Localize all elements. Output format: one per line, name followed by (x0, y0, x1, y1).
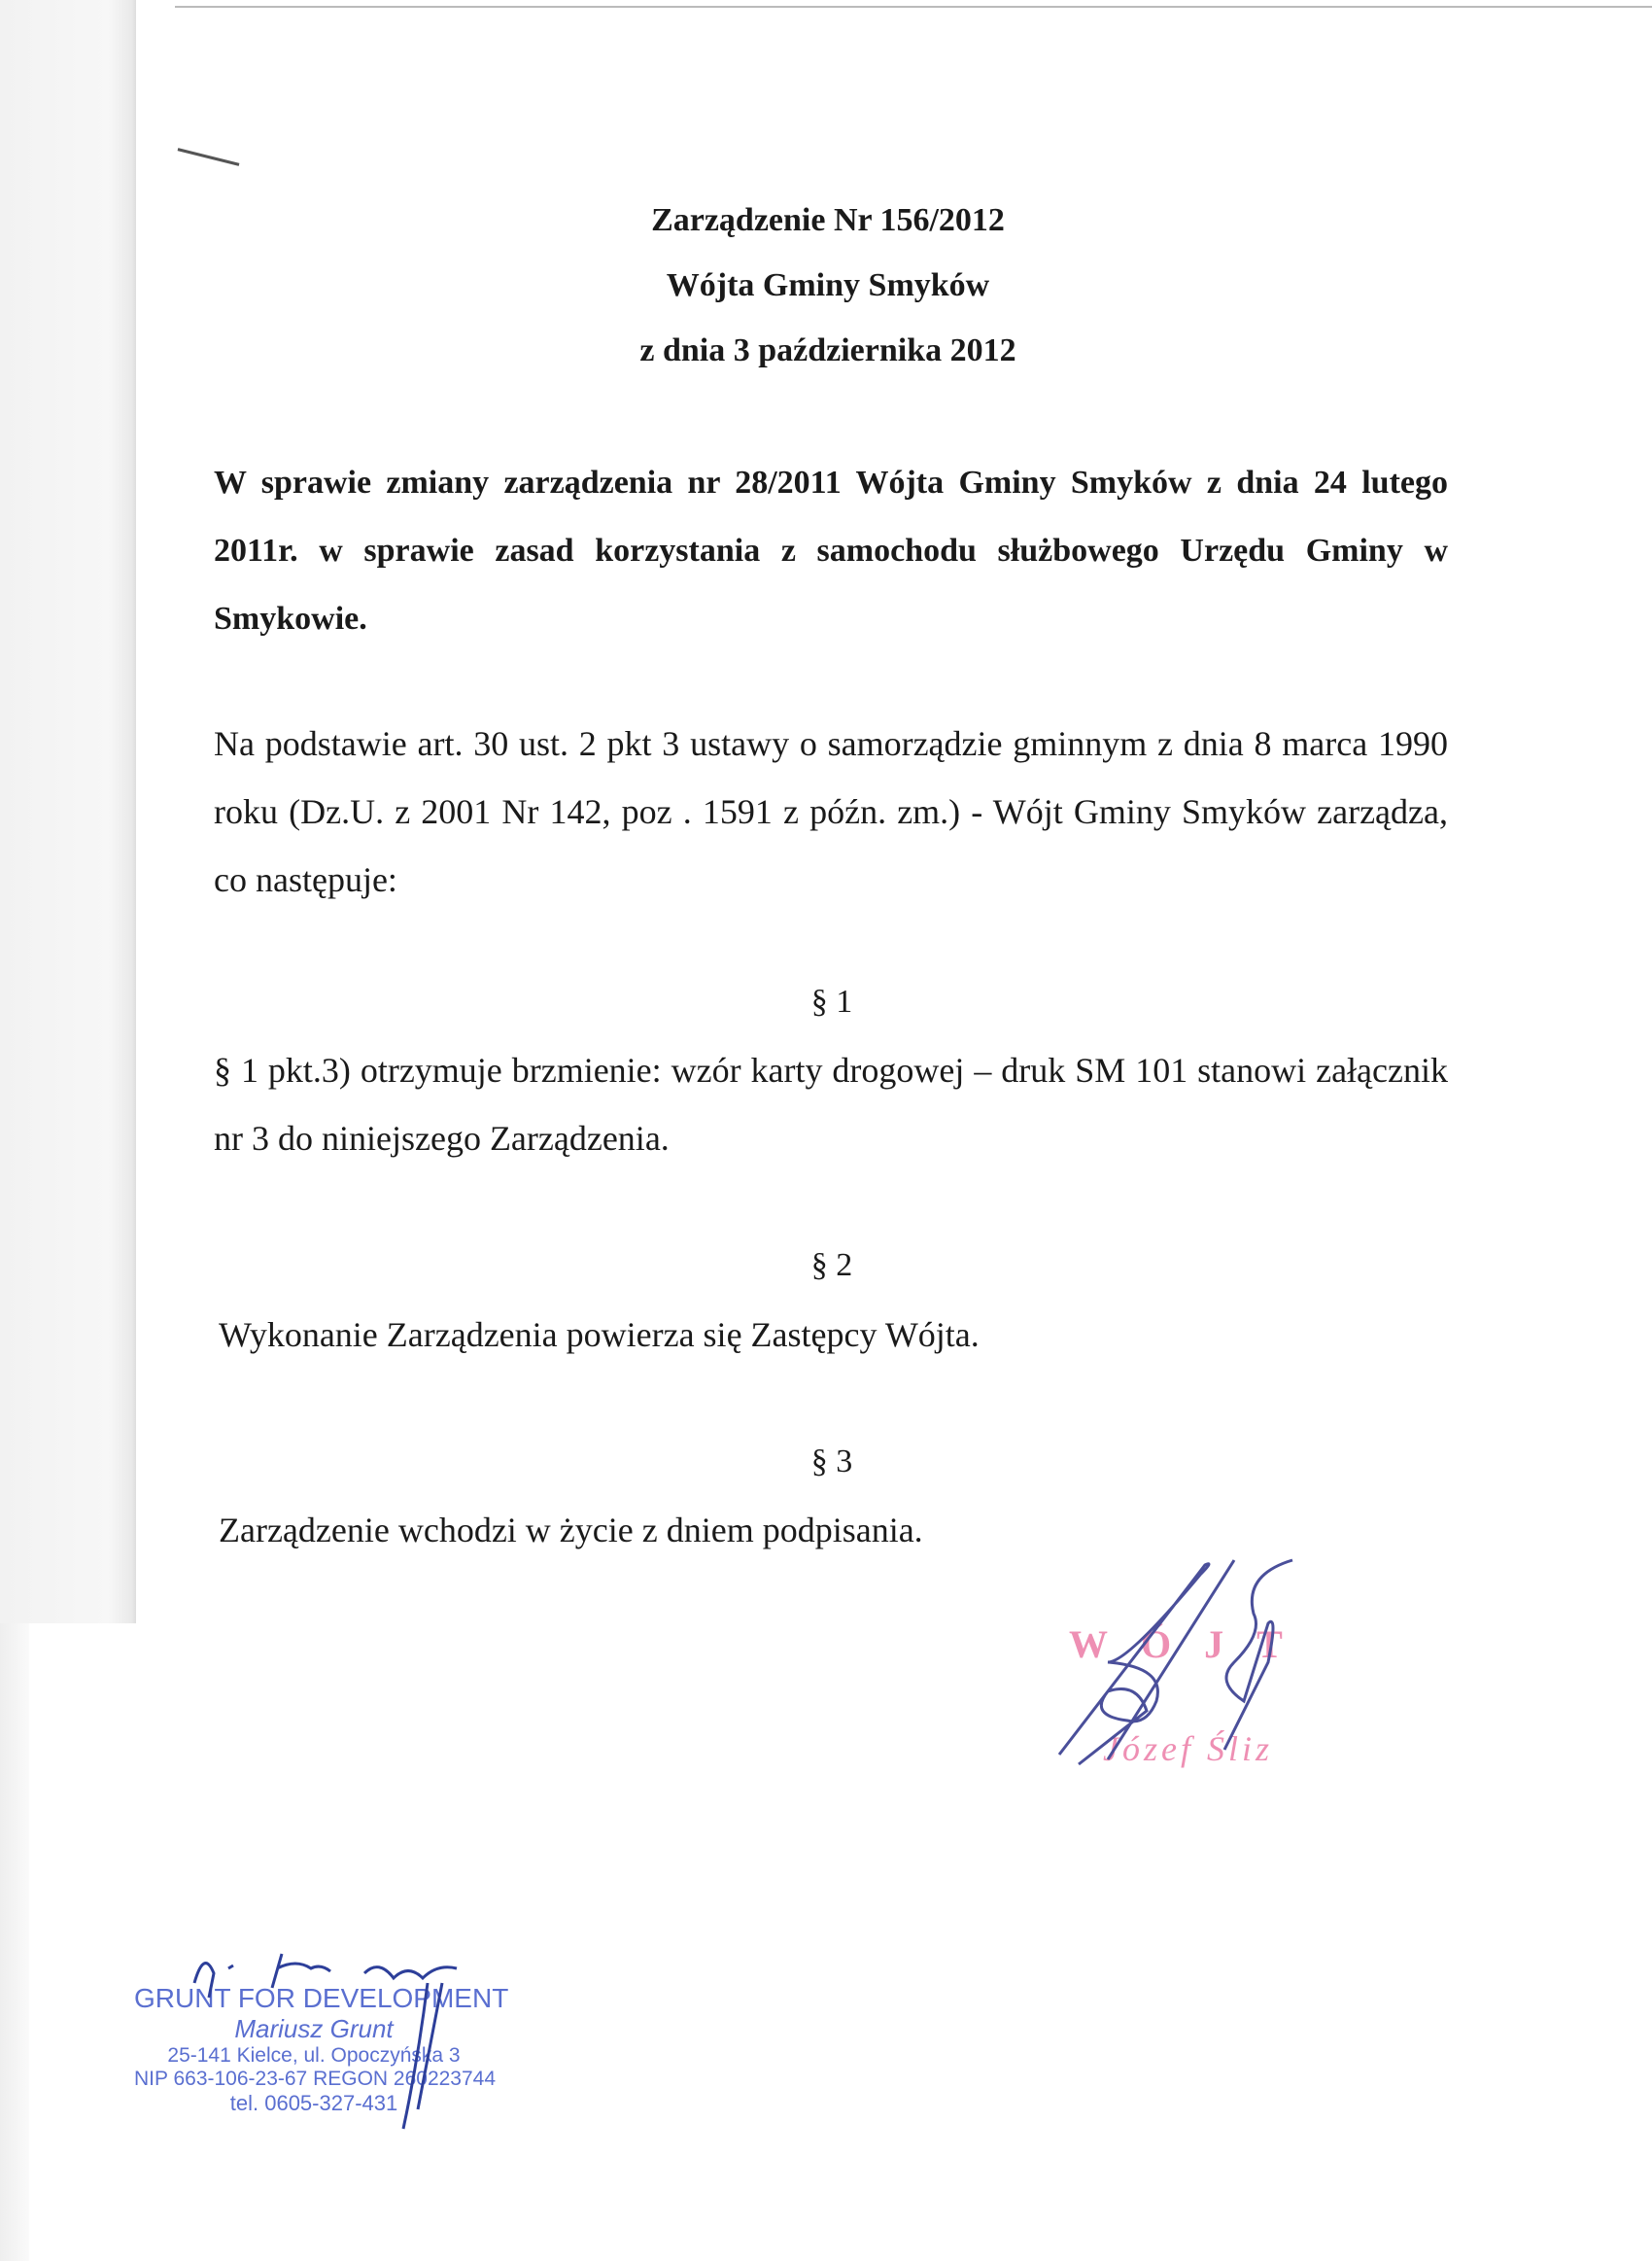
company-ids: NIP 663-106-23-67 REGON 260223744 (134, 2068, 497, 2090)
handwritten-annotation (175, 1944, 505, 2139)
scan-edge-top (175, 6, 1652, 8)
section-3-text: Zarządzenie wchodzi w życie z dniem podpisania. (219, 1511, 923, 1549)
company-address: 25-141 Kielce, ul. Opoczyńska 3 (167, 2044, 461, 2067)
document-title: Zarządzenie Nr 156/2012 (651, 202, 1005, 238)
section-1-heading: § 1 (810, 984, 853, 1020)
company-phone: tel. 0605-327-431 (229, 2091, 398, 2115)
section-1-text: § 1 pkt.3) otrzymuje brzmienie: wzór karty drogowej – druk SM 101 stanowi załącznik nr 3 do niniejszego Zarządzenia. (214, 1051, 1448, 1158)
document-date: z dnia 3 października 2012 (639, 332, 1016, 368)
section-2-text: Wykonanie Zarządzenia powierza się Zastępcy Wójta. (219, 1315, 980, 1354)
company-name: GRUNT FOR DEVELOPMENT (134, 1983, 509, 2013)
company-owner: Mariusz Grunt (234, 2014, 394, 2043)
document-issuer: Wójta Gminy Smyków (666, 267, 990, 303)
staple-mark (178, 148, 240, 166)
handwritten-signature (1050, 1555, 1341, 1789)
section-2-heading: § 2 (810, 1247, 853, 1283)
section-3-heading: § 3 (810, 1444, 853, 1479)
scan-shadow-left-bottom (0, 1623, 29, 2261)
scan-shadow-left (0, 0, 136, 1623)
document-preamble: Na podstawie art. 30 ust. 2 pkt 3 ustawy o samorządzie gminnym z dnia 8 marca 1990 roku (Dz.U. z 2001 Nr 142, poz . 1591 z późn. zm.) - Wójt Gminy Smyków zarządza, co następuje: (214, 724, 1448, 899)
official-stamp-title: WÓJT (1069, 1622, 1316, 1666)
official-stamp-name: Józef Śliz (1103, 1729, 1273, 1768)
document-subject: W sprawie zmiany zarządzenia nr 28/2011 Wójta Gminy Smyków z dnia 24 lutego 2011r. w sprawie zasad korzystania z samochodu służbowego Urzędu Gminy w Smykowie. (214, 465, 1448, 637)
